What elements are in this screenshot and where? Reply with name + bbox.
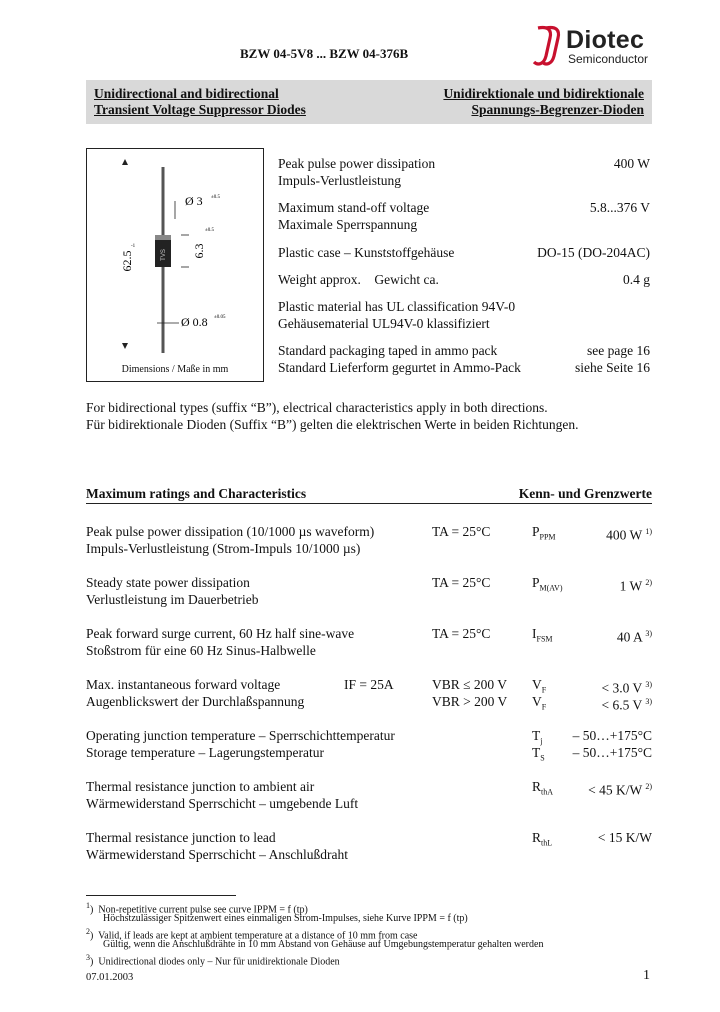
page-number: 1 [643, 968, 650, 983]
drawing-caption: Dimensions / Maße in mm [121, 364, 229, 375]
rating-desc: Augenblickswert der Durchlaßspannung [86, 694, 305, 709]
spec-line: Maximum stand-off voltage [278, 200, 430, 215]
bidir-note-de: Für bidirektionale Dioden (Suffix “B”) gelten die elektrischen Werte in beiden Richtungen. [86, 417, 579, 432]
rating-desc: Max. instantaneous forward voltage [86, 677, 281, 692]
rating-value: < 3.0 V $^{3)}$ [601, 680, 652, 696]
spec-line: Standard packaging taped in ammo pack [278, 343, 498, 358]
rating-desc: Wärmewiderstand Sperrschicht – Anschlußdraht [86, 847, 349, 862]
ratings-heading-de: Kenn- und Grenzwerte [518, 486, 652, 501]
rating-desc: Thermal resistance junction to lead [86, 830, 276, 845]
ratings-divider [86, 503, 652, 504]
banner-en-line1: Unidirectional and bidirectional [94, 86, 279, 101]
spec-value: 5.8...376 V [589, 200, 650, 215]
spec-line: Maximale Sperrspannung [278, 217, 418, 232]
ratings-heading-en: Maximum ratings and Characteristics [86, 486, 307, 501]
rating-value: < 45 K/W $^{2)}$ [588, 782, 652, 798]
spec-line: Plastic material has UL classification 94V-0 [278, 299, 516, 314]
rating-value: 400 W $^{1)}$ [606, 527, 652, 543]
banner-german [443, 86, 644, 118]
spec-value: DO-15 (DO-204AC) [537, 245, 650, 260]
dim-body-diameter-tol: ±0.5 [211, 195, 220, 200]
dim-body-length-tol: ±0.5 [205, 228, 214, 233]
banner-de-line1: Unidirektionale und bidirektionale [443, 86, 644, 101]
rating-desc: Peak forward surge current, 60 Hz half sine-wave [86, 626, 355, 641]
rating-desc: Wärmewiderstand Sperrschicht – umgebende Luft [86, 796, 359, 811]
arrow-down [122, 343, 128, 349]
footnote-2: $^2$) Valid, if leads are kept at ambient temperature at a distance of 10 mm from case [86, 927, 418, 942]
spec-line: Impuls-Verlustleistung [278, 173, 401, 188]
diotec-logo [530, 24, 660, 68]
dim-lead-diameter: Ø 0.8 [181, 315, 208, 329]
title-banner [86, 80, 652, 124]
banner-english [94, 86, 306, 118]
dim-total-length-tol: -1 [131, 244, 136, 249]
logo-name: Diotec [566, 26, 645, 54]
spec-value: see page 16 [587, 343, 650, 358]
rating-symbol: $R_{thL}$ [532, 830, 553, 848]
rating-condition: TA = 25°C [432, 575, 491, 590]
rating-desc: Stoßstrom für eine 60 Hz Sinus-Halbwelle [86, 643, 316, 658]
rating-condition: VBR ≤ 200 V [432, 677, 508, 692]
diode-outline-svg [87, 149, 263, 364]
spec-value: 0.4 g [623, 272, 650, 287]
rating-condition: TA = 25°C [432, 626, 491, 641]
spec-value: 400 W [613, 156, 650, 171]
rating-condition: IF = 25A [344, 677, 394, 692]
spec-line: Peak pulse power dissipation [278, 156, 436, 171]
spec-line: Standard Lieferform gegurtet in Ammo-Pack [278, 360, 521, 375]
rating-value: – 50…+175°C [572, 728, 652, 743]
banner-en-line2: Transient Voltage Suppressor Diodes [94, 102, 306, 117]
rating-symbol: $T_j$ [532, 728, 543, 746]
rating-condition: VBR > 200 V [432, 694, 508, 709]
footer-date: 07.01.2003 [86, 972, 134, 983]
rating-desc: Peak pulse power dissipation (10/1000 µs waveform) [86, 524, 375, 539]
footnote-2-de: Gültig, wenn die Anschlußdrähte in 10 mm Abstand von Gehäuse auf Umgebungstemperatur gehalten werden [103, 939, 544, 950]
rating-condition: TA = 25°C [432, 524, 491, 539]
dimension-drawing [86, 148, 264, 382]
rating-symbol: $V_F$ [532, 694, 547, 712]
rating-desc: Operating junction temperature – Sperrschichttemperatur [86, 728, 395, 743]
spec-value: siehe Seite 16 [575, 360, 650, 375]
rating-desc: Thermal resistance junction to ambient air [86, 779, 315, 794]
body-marking: TVS [161, 249, 167, 261]
rating-symbol: $R_{thA}$ [532, 779, 554, 797]
rating-symbol: $I_{FSM}$ [532, 626, 553, 644]
rating-symbol: $P_{PPM}$ [532, 524, 556, 542]
dim-body-diameter: Ø 3 [185, 194, 203, 208]
bidir-note-en: For bidirectional types (suffix “B”), electrical characteristics apply in both directions. [86, 400, 548, 415]
diotec-logo-icon [530, 24, 566, 68]
rating-value: < 6.5 V $^{3)}$ [601, 697, 652, 713]
arrow-up [122, 159, 128, 165]
rating-value: < 15 K/W [597, 830, 652, 845]
rating-symbol: $V_F$ [532, 677, 547, 695]
dim-lead-diameter-tol: ±0.05 [214, 315, 226, 320]
rating-desc: Steady state power dissipation [86, 575, 250, 590]
dim-total-length: 62.5 [120, 250, 134, 272]
rating-symbol: $P_{M(AV)}$ [532, 575, 563, 593]
document-title: BZW 04-5V8 ... BZW 04-376B [240, 46, 409, 61]
logo-subtitle: Semiconductor [568, 52, 649, 66]
rating-value: 1 W $^{2)}$ [619, 578, 652, 594]
footnote-1-de: Höchstzulässiger Spitzenwert eines einmaligen Strom-Impulses, siehe Kurve IPPM = f (tp) [103, 913, 468, 924]
footnote-1: $^1$) Non-repetitive current pulse see curve IPPM = f (tp) [86, 901, 308, 916]
spec-line: Gehäusematerial UL94V-0 klassifiziert [278, 316, 490, 331]
footnote-divider [86, 895, 236, 896]
spec-line: Plastic case – Kunststoffgehäuse [278, 245, 455, 260]
footnote-3: $^3$) Unidirectional diodes only – Nur für unidirektionale Dioden [86, 953, 340, 968]
rating-value: 40 A $^{3)}$ [616, 629, 652, 645]
dim-body-length: 6.3 [192, 243, 206, 259]
rating-desc: Storage temperature – Lagerungstemperatur [86, 745, 325, 760]
spec-line: Weight approx. Gewicht ca. [278, 272, 439, 287]
rating-desc: Impuls-Verlustleistung (Strom-Impuls 10/1000 µs) [86, 541, 361, 556]
rating-value: – 50…+175°C [572, 745, 652, 760]
banner-de-line2: Spannungs-Begrenzer-Dioden [471, 102, 644, 117]
rating-desc: Verlustleistung im Dauerbetrieb [86, 592, 259, 607]
cathode-band [155, 235, 171, 240]
rating-symbol: $T_S$ [532, 745, 545, 763]
